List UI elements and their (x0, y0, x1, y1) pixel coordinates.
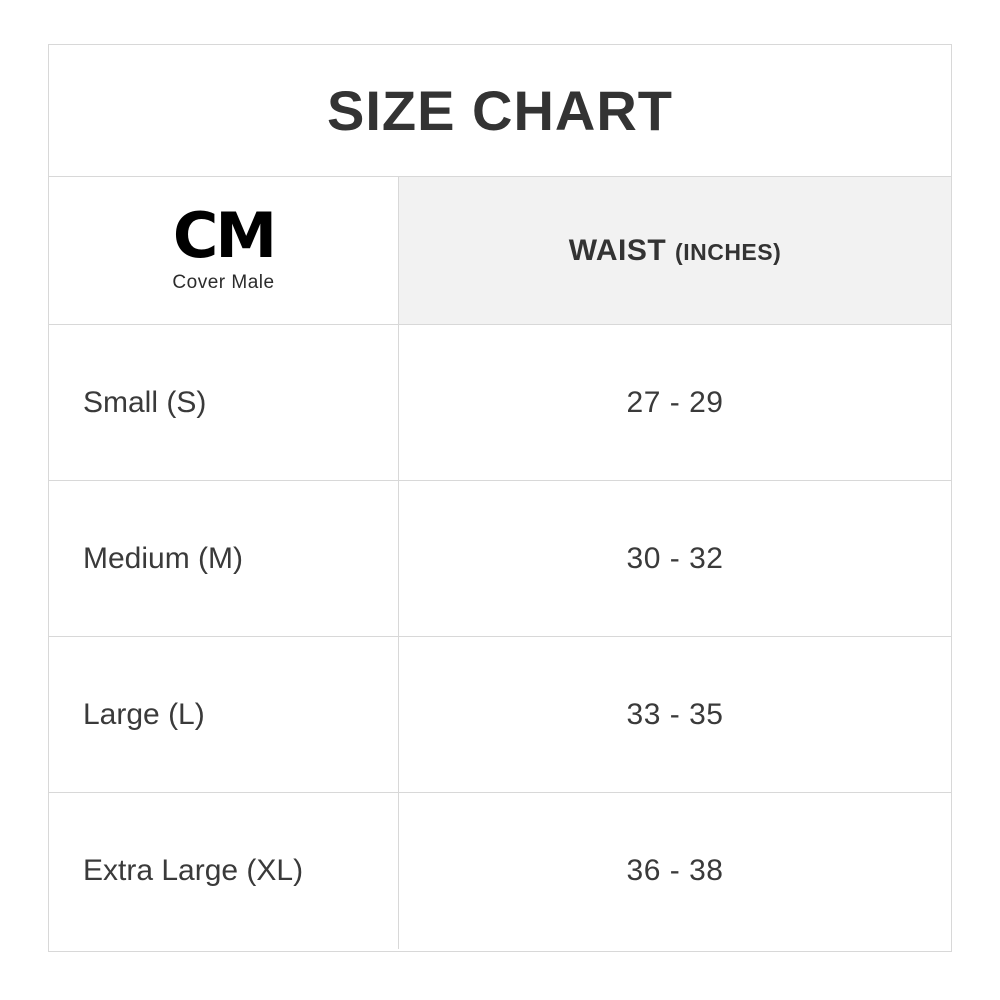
waist-value: 33 - 35 (626, 697, 724, 731)
table-row (49, 793, 951, 949)
measurement-header-cell (399, 177, 951, 324)
size-label: Extra Large (XL) (83, 854, 304, 887)
table-row (49, 637, 951, 793)
table-row (49, 325, 951, 481)
waist-cell (399, 481, 951, 636)
page-title: SIZE CHART (327, 79, 673, 142)
size-cell (49, 481, 399, 636)
measurement-unit: (INCHES) (675, 238, 782, 265)
waist-value: 36 - 38 (626, 854, 724, 887)
size-label: Small (S) (83, 385, 207, 419)
waist-value: 30 - 32 (626, 541, 724, 575)
table-row (49, 481, 951, 637)
waist-cell (399, 325, 951, 480)
brand-mark-icon: CM (172, 199, 275, 273)
size-cell (49, 325, 399, 480)
size-chart-table (48, 44, 952, 952)
waist-value: 27 - 29 (626, 385, 724, 419)
brand-logo-cell (49, 177, 399, 324)
brand-name: Cover Male (172, 271, 275, 293)
waist-cell (399, 793, 951, 949)
chart-title-row (49, 45, 951, 177)
table-header-row (49, 177, 951, 325)
size-label: Large (L) (83, 697, 205, 731)
measurement-label: WAIST (568, 233, 667, 267)
waist-cell (399, 637, 951, 792)
size-cell (49, 793, 399, 949)
size-cell (49, 637, 399, 792)
measurement-header-text (569, 234, 782, 268)
size-label: Medium (M) (83, 541, 244, 575)
